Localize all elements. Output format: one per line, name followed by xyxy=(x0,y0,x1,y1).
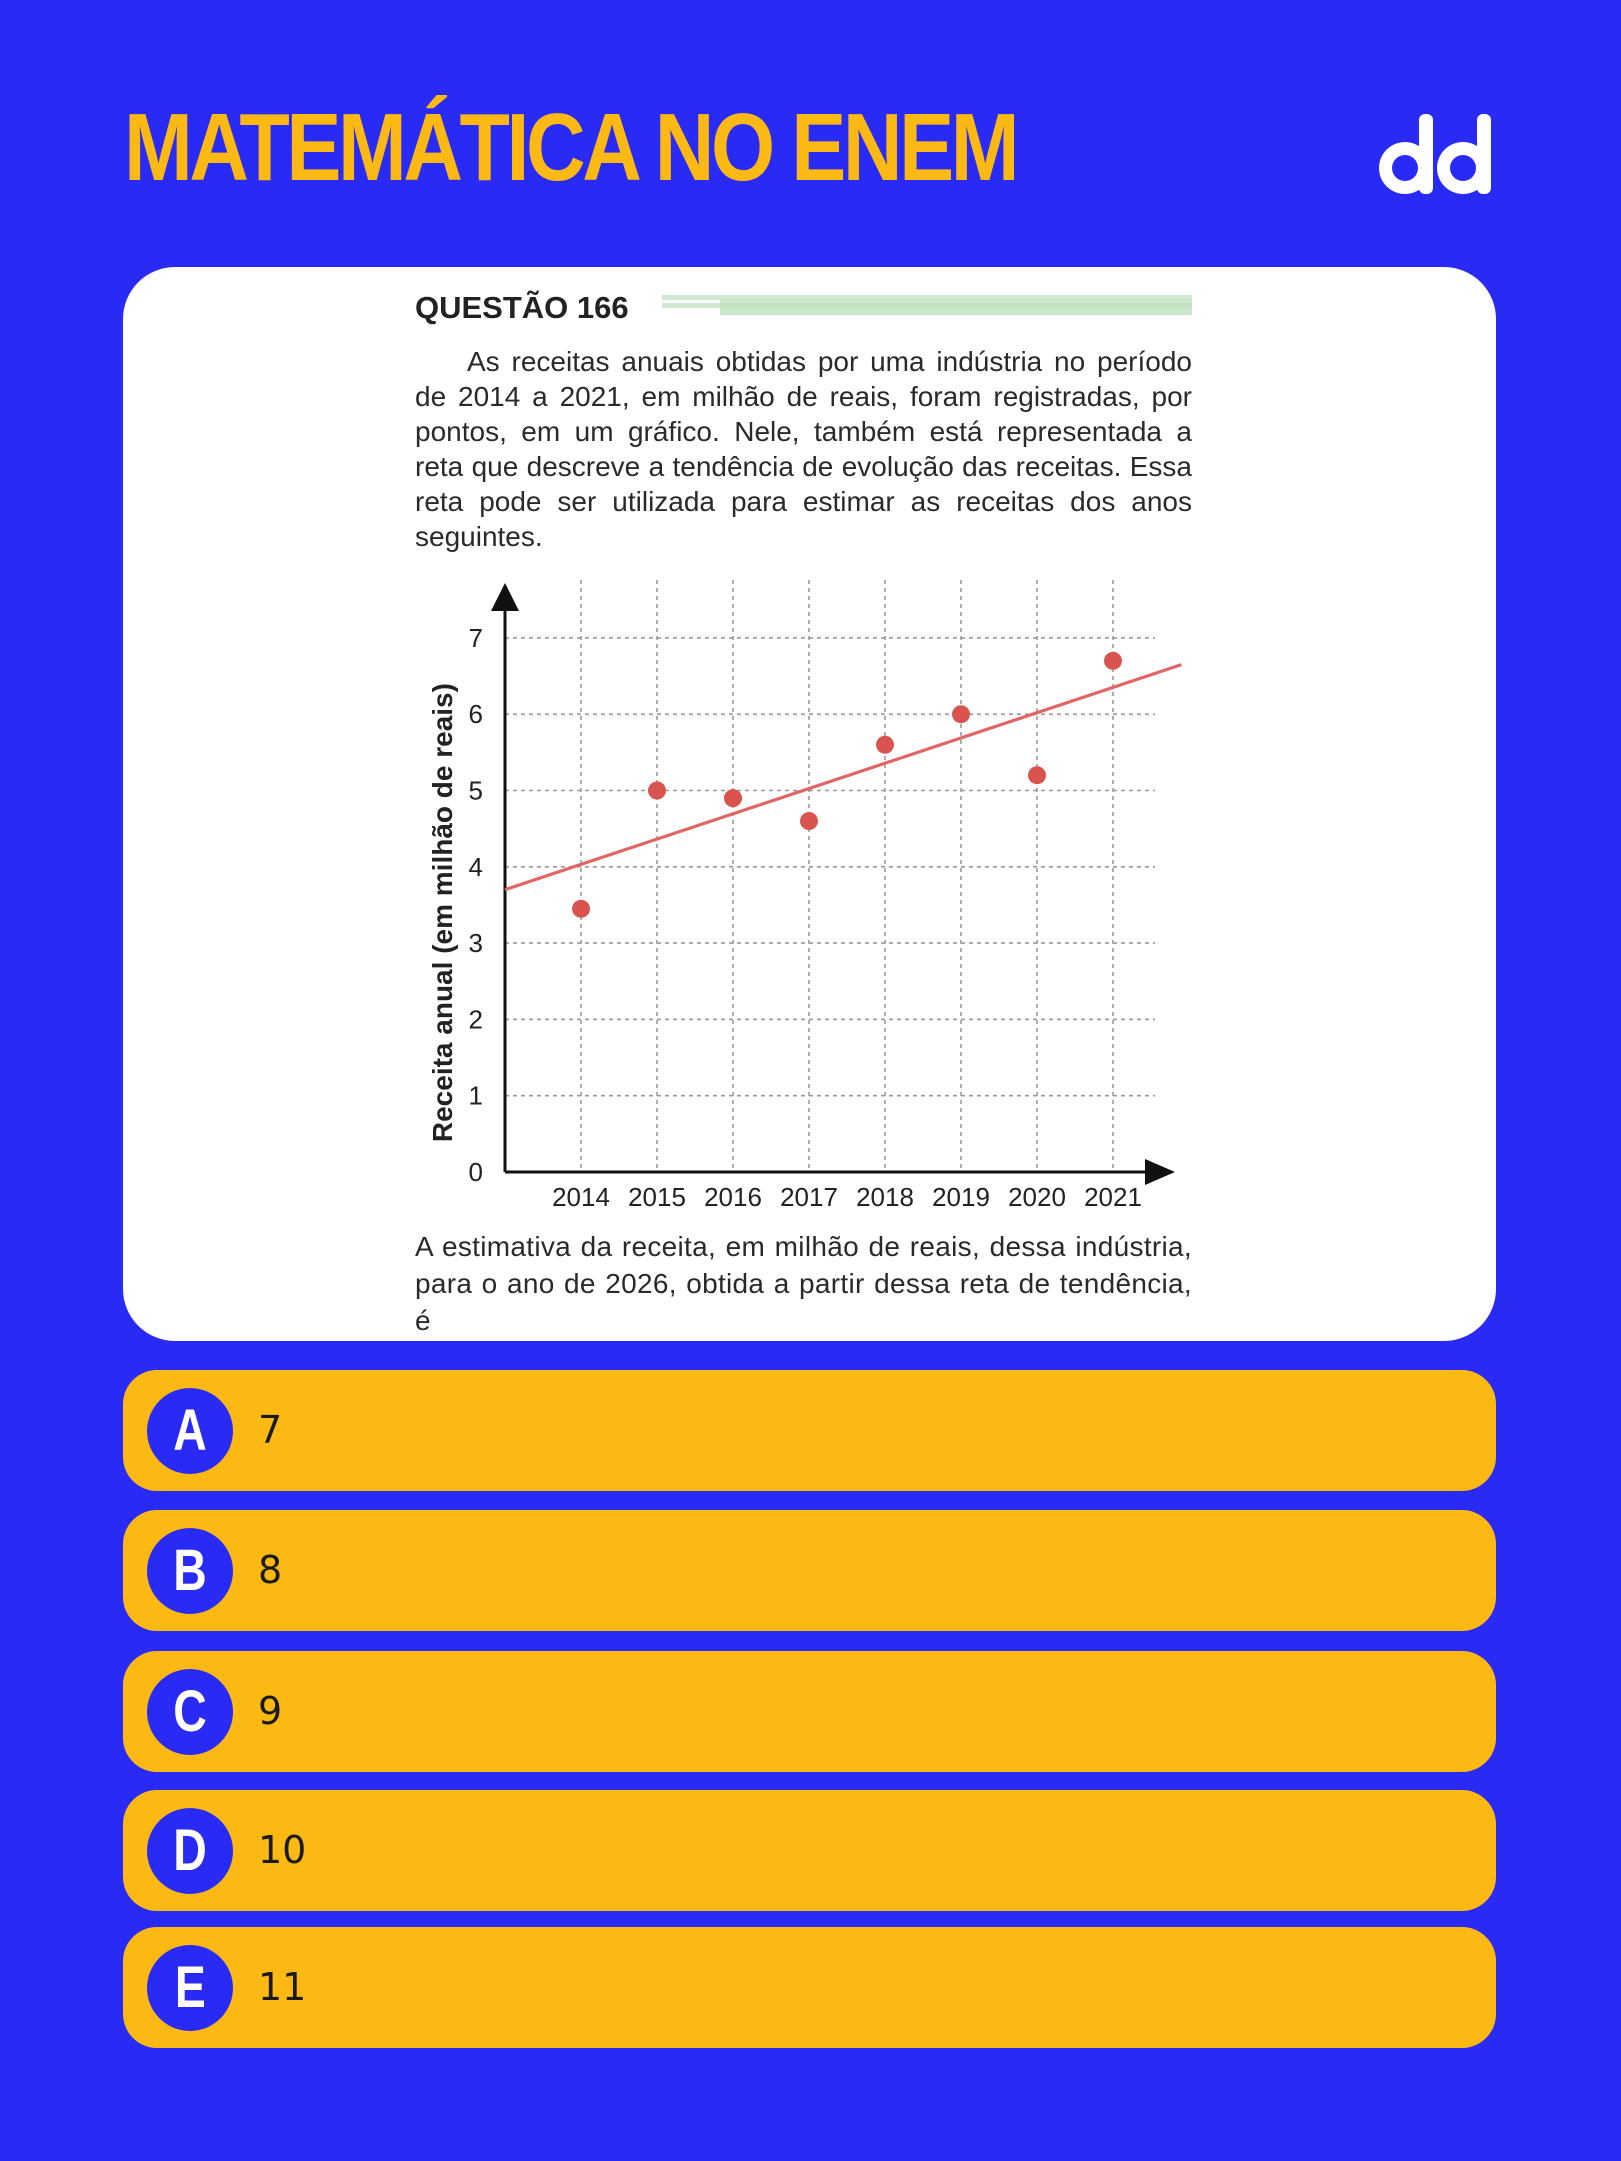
x-axis-arrow xyxy=(1145,1159,1175,1185)
scatter-chart xyxy=(415,575,1195,1215)
option-letter-badge: D xyxy=(147,1808,233,1894)
y-tick-label: 2 xyxy=(468,1004,483,1035)
x-tick-label: 2017 xyxy=(780,1182,838,1212)
data-point-2017 xyxy=(800,812,818,830)
trend-line xyxy=(505,665,1181,890)
answer-option-d[interactable] xyxy=(123,1790,1496,1911)
answer-option-c[interactable] xyxy=(123,1651,1496,1772)
option-letter-badge: A xyxy=(147,1388,233,1474)
data-point-2021 xyxy=(1104,652,1122,670)
y-tick-label: 0 xyxy=(468,1157,483,1187)
question-statement: As receitas anuais obtidas por uma indústria no período de 2014 a 2021, em milhão de reais, foram registradas, por pontos, em um gráfico. Nele, também está representada a reta que descreve a tendência de evolução das receitas. Essa reta pode ser utilizada para estimar as receitas dos anos seguintes. xyxy=(415,346,1192,552)
x-tick-label: 2020 xyxy=(1008,1182,1066,1212)
x-tick-label: 2016 xyxy=(704,1182,762,1212)
page-title: MATEMÁTICA NO ENEM xyxy=(124,94,1017,201)
y-tick-label: 4 xyxy=(468,851,483,882)
x-tick-label: 2018 xyxy=(856,1182,914,1212)
option-value: 8 xyxy=(258,1548,283,1592)
y-tick-label: 1 xyxy=(468,1080,483,1111)
question-heading: QUESTÃO 166 xyxy=(415,290,629,325)
y-tick-label: 7 xyxy=(468,622,483,653)
data-point-2016 xyxy=(724,789,742,807)
x-tick-label: 2015 xyxy=(628,1182,686,1212)
data-point-2020 xyxy=(1028,766,1046,784)
answer-option-b[interactable] xyxy=(123,1510,1496,1631)
answer-option-e[interactable] xyxy=(123,1927,1496,2048)
option-letter-badge: B xyxy=(147,1528,233,1614)
y-axis-arrow xyxy=(491,583,519,611)
y-tick-label: 5 xyxy=(468,775,483,806)
option-value: 9 xyxy=(258,1689,283,1733)
option-value: 11 xyxy=(258,1965,307,2009)
data-point-2014 xyxy=(572,900,590,918)
y-tick-label: 3 xyxy=(468,928,483,959)
option-value: 7 xyxy=(258,1408,283,1452)
question-prompt: A estimativa da receita, em milhão de reais, dessa indústria, para o ano de 2026, obtida a partir dessa reta de tendência, é xyxy=(415,1231,1192,1336)
y-tick-label: 6 xyxy=(468,699,483,730)
logo xyxy=(1375,108,1503,198)
option-letter-badge: C xyxy=(147,1669,233,1755)
heading-decoration xyxy=(662,293,1192,315)
data-point-2019 xyxy=(952,705,970,723)
x-tick-label: 2021 xyxy=(1084,1182,1142,1212)
x-tick-label: 2019 xyxy=(932,1182,990,1212)
answer-option-a[interactable] xyxy=(123,1370,1496,1491)
option-letter-badge: E xyxy=(147,1945,233,2031)
data-point-2018 xyxy=(876,736,894,754)
data-point-2015 xyxy=(648,782,666,800)
y-axis-label: Receita anual (em milhão de reais) xyxy=(427,683,458,1143)
option-value: 10 xyxy=(258,1828,307,1872)
x-tick-label: 2014 xyxy=(552,1182,610,1212)
